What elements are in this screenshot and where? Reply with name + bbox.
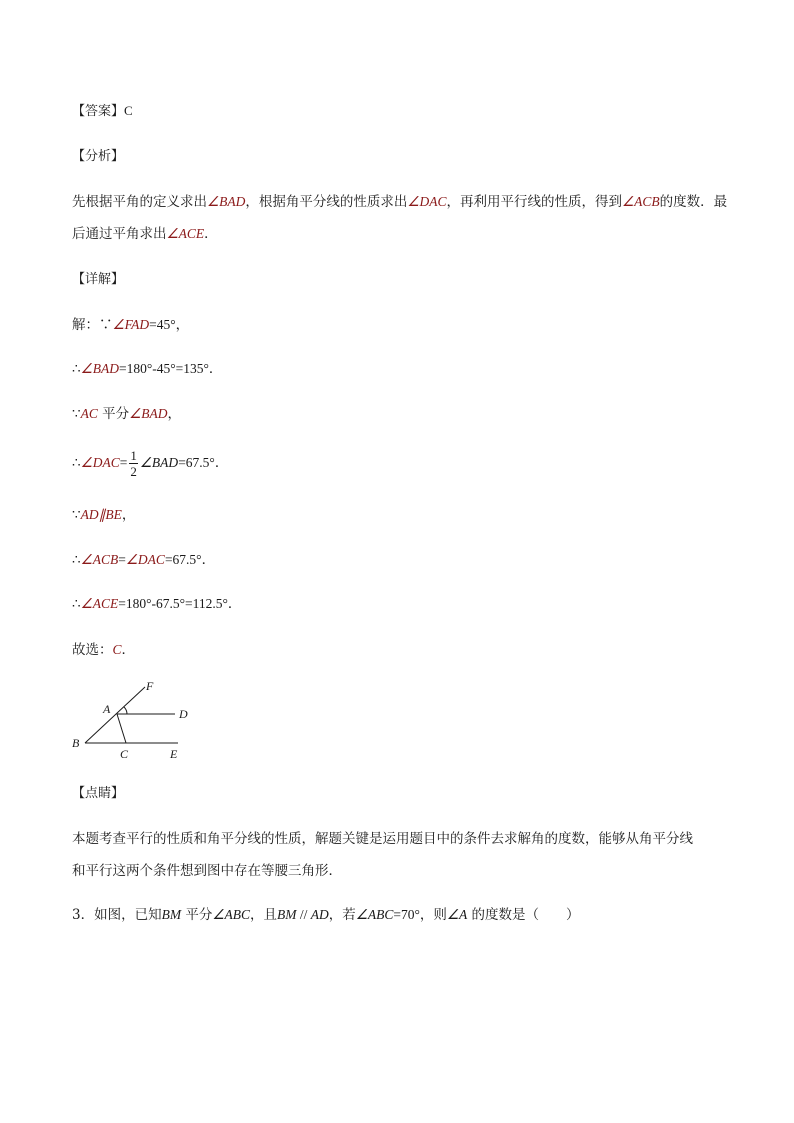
analysis-text: 的度数．最 bbox=[659, 194, 728, 210]
comment-line-1: 本题考查平行的性质和角平分线的性质，解题关键是运用题目中的条件去求解角的度数，能够从角平分线 bbox=[72, 831, 693, 847]
step-text: ∵ bbox=[72, 507, 81, 523]
math-expr: ∠BAD bbox=[129, 406, 168, 421]
analysis-text: 后通过平角求出 bbox=[72, 226, 167, 242]
solution-step-1 bbox=[72, 316, 189, 334]
question-text: ，若 bbox=[328, 907, 356, 923]
step-text: ∴ bbox=[72, 596, 81, 612]
question-3 bbox=[72, 906, 580, 924]
answer-label: 【答案】 bbox=[72, 104, 125, 119]
comment-line-2: 和平行这两个条件想到图中存在等腰三角形． bbox=[72, 863, 342, 879]
label-d: D bbox=[179, 707, 188, 721]
step-text: ∴ bbox=[72, 361, 81, 377]
solution-step-2 bbox=[72, 360, 222, 378]
solution-step-5 bbox=[72, 506, 135, 524]
math-expr: ∠ABC bbox=[355, 907, 394, 922]
analysis-text: ，再利用平行线的性质，得到 bbox=[446, 194, 622, 210]
math-expr: ∠BAD bbox=[139, 455, 179, 470]
step-text: =45°， bbox=[149, 317, 190, 332]
angle-arc bbox=[124, 707, 127, 714]
step-text: ， bbox=[167, 406, 182, 422]
step-text: = bbox=[119, 455, 128, 470]
line-bf bbox=[85, 687, 145, 743]
math-expr: ∠ACE bbox=[166, 226, 205, 241]
label-f: F bbox=[146, 679, 154, 693]
answer-value: C bbox=[124, 103, 133, 118]
math-expr: ∠ACE bbox=[80, 596, 119, 611]
step-text: ∴ bbox=[72, 455, 81, 471]
label-a: A bbox=[103, 702, 111, 716]
step-text: ． bbox=[121, 642, 136, 658]
label-b: B bbox=[72, 736, 80, 750]
math-expr: C bbox=[112, 642, 122, 657]
solution-step-8 bbox=[72, 641, 135, 659]
math-expr: BM bbox=[161, 907, 182, 922]
question-text: 3．如图，已知 bbox=[72, 907, 162, 923]
step-text: ∵ bbox=[72, 406, 81, 422]
parallel-symbol: // bbox=[296, 907, 311, 922]
geometry-figure bbox=[66, 676, 206, 766]
answer-line bbox=[72, 102, 133, 121]
math-expr: AD∥BE bbox=[80, 507, 122, 522]
step-text: 故选： bbox=[72, 642, 113, 658]
fraction-denominator: 2 bbox=[130, 464, 137, 479]
step-text: =67.5°． bbox=[164, 552, 216, 567]
step-text: =67.5°． bbox=[178, 455, 229, 470]
math-expr: ∠ACB bbox=[621, 194, 660, 209]
step-text: 解：∵ bbox=[72, 317, 113, 333]
math-expr: ∠BAD bbox=[207, 194, 246, 209]
question-text: =70°，则 bbox=[393, 907, 447, 922]
math-expr: BM bbox=[277, 907, 297, 922]
question-text: 的度数是（ ） bbox=[467, 907, 580, 923]
step-text: =180°-67.5°=112.5°． bbox=[118, 596, 242, 611]
math-expr: ∠ACB bbox=[80, 552, 119, 567]
math-expr: ∠BAD bbox=[80, 361, 119, 376]
solution-step-7 bbox=[72, 595, 241, 613]
math-expr: AD bbox=[310, 907, 329, 922]
analysis-text: ． bbox=[204, 226, 218, 242]
comment-heading: 【点睛】 bbox=[72, 786, 125, 801]
label-c: C bbox=[120, 747, 129, 761]
math-expr: ∠DAC bbox=[407, 194, 447, 209]
label-e: E bbox=[170, 747, 178, 761]
step-text: ∴ bbox=[72, 552, 81, 568]
math-expr: ∠DAC bbox=[125, 552, 165, 567]
math-expr: ∠ABC bbox=[212, 907, 250, 922]
line-ac bbox=[117, 714, 126, 743]
analysis-heading: 【分析】 bbox=[72, 149, 125, 164]
analysis-text: ，根据角平分线的性质求出 bbox=[245, 194, 408, 210]
math-expr: ∠A bbox=[446, 907, 468, 922]
question-text: 平分 bbox=[181, 907, 213, 923]
solution-step-6 bbox=[72, 551, 215, 569]
step-text: 平分 bbox=[97, 406, 130, 422]
math-expr: AC bbox=[80, 406, 98, 421]
analysis-line-2 bbox=[72, 225, 218, 243]
solution-step-3 bbox=[72, 405, 181, 423]
step-text: = bbox=[118, 552, 126, 567]
analysis-line-1 bbox=[72, 193, 727, 211]
analysis-text: 先根据平角的定义求出 bbox=[72, 194, 207, 210]
solution-step-4 bbox=[72, 446, 228, 480]
step-text: ， bbox=[121, 507, 136, 523]
fraction-numerator: 1 bbox=[130, 448, 137, 463]
math-expr: ∠FAD bbox=[112, 317, 150, 332]
fraction-one-half bbox=[129, 448, 138, 479]
step-text: =180°-45°=135°． bbox=[118, 361, 223, 376]
math-expr: ∠DAC bbox=[80, 455, 120, 470]
detail-heading: 【详解】 bbox=[72, 272, 125, 287]
question-text: ，且 bbox=[250, 907, 277, 923]
